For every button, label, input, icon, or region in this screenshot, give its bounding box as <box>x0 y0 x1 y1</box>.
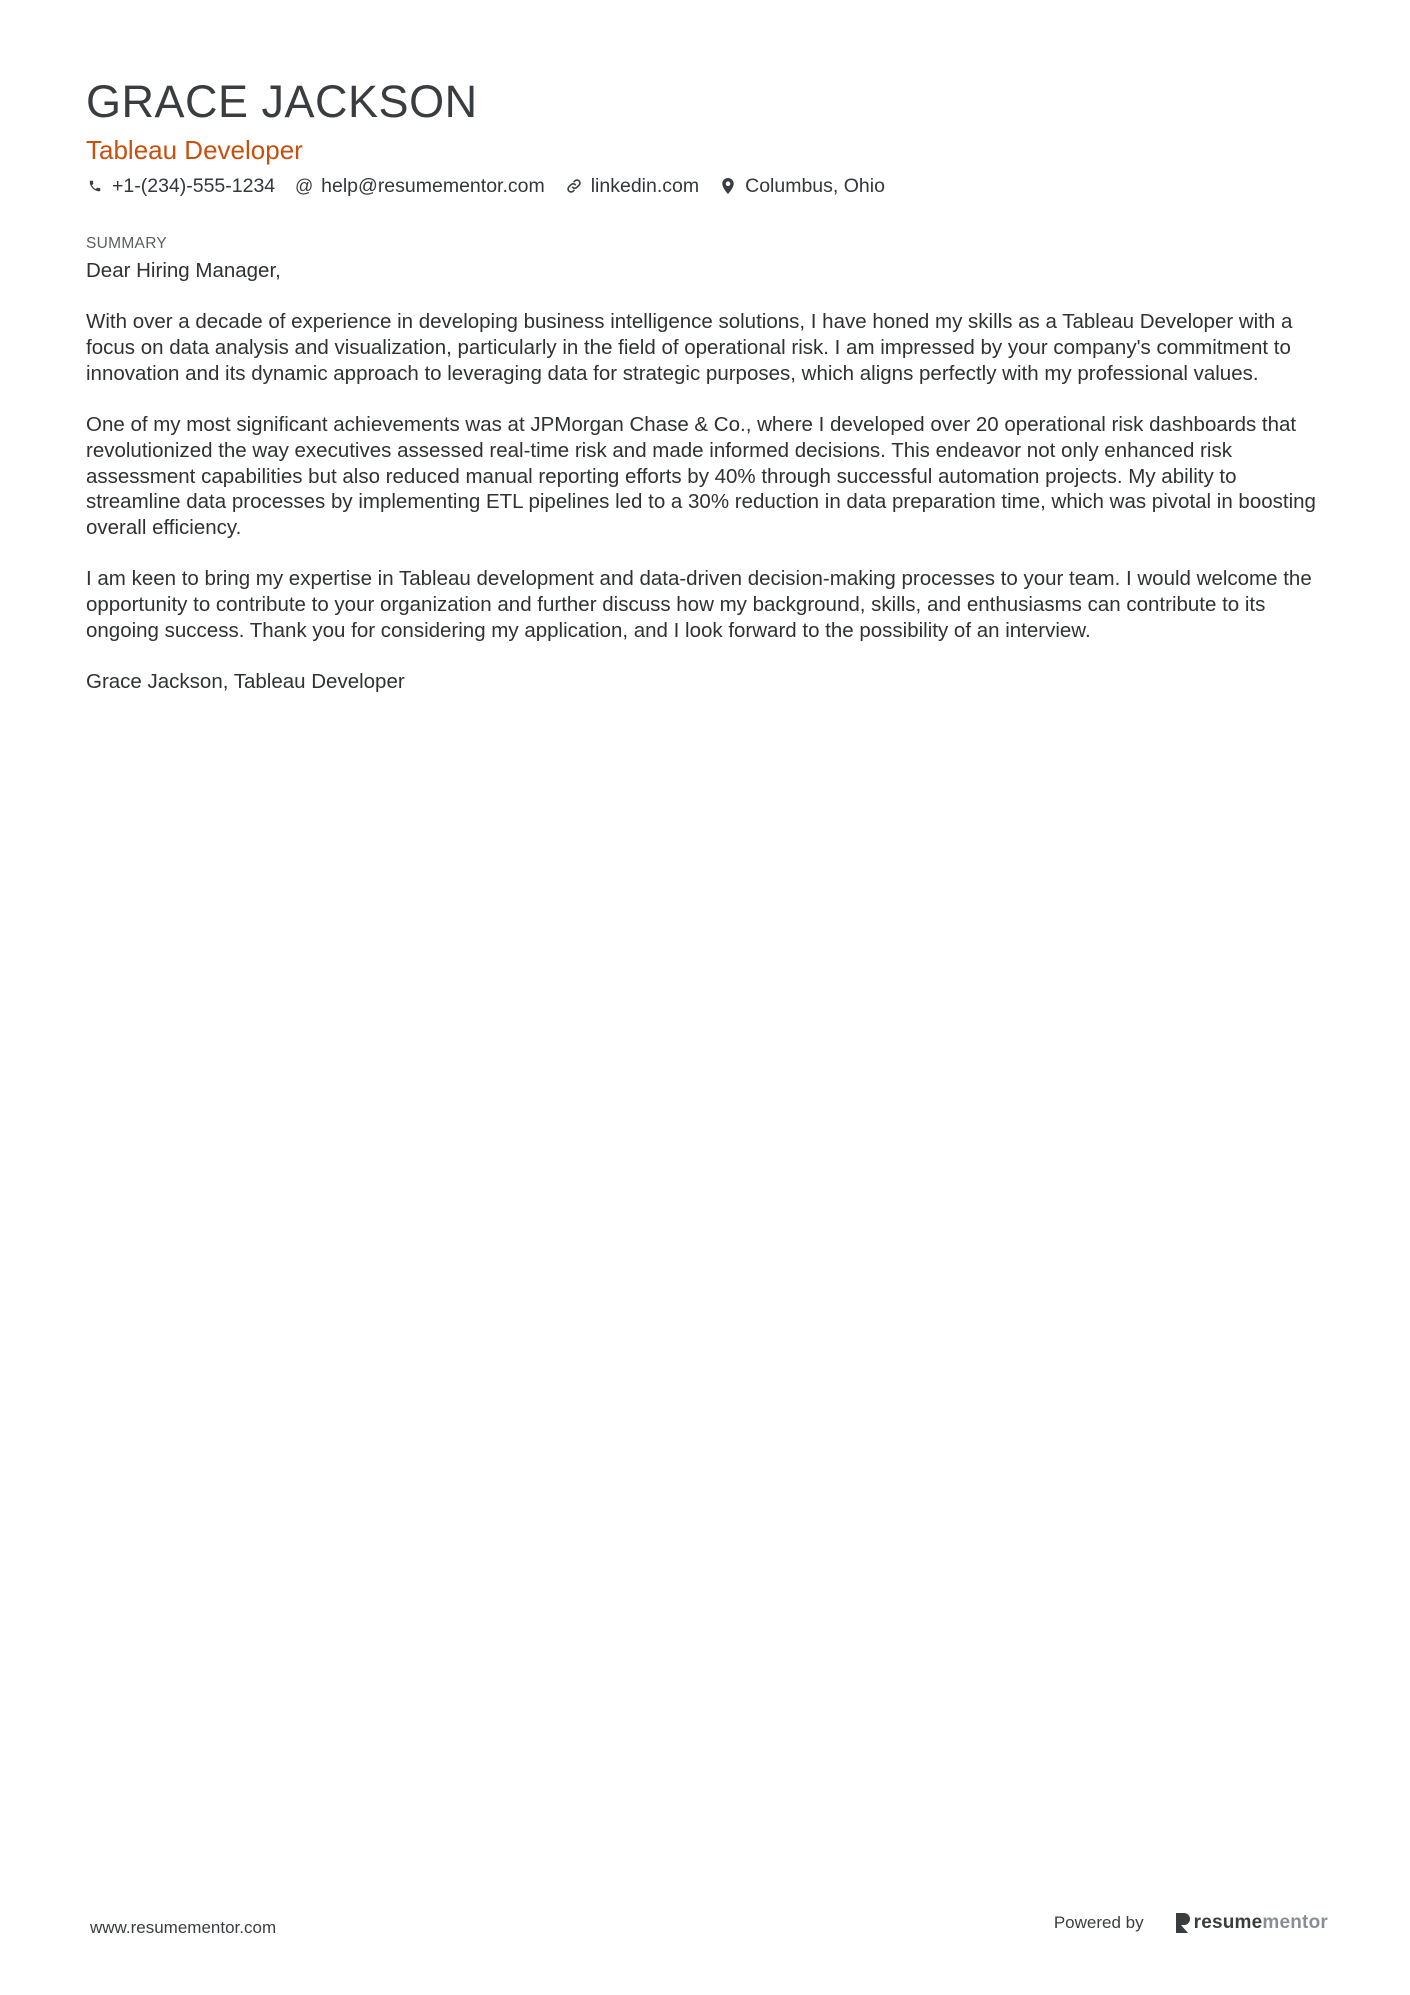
contact-email[interactable] <box>295 172 545 200</box>
email-text: help@resumementor.com <box>321 175 545 197</box>
location-pin-icon <box>719 177 737 195</box>
signoff: Grace Jackson, Tableau Developer <box>86 670 405 694</box>
footer-branding <box>1054 1912 1328 1934</box>
letter-paragraph: With over a decade of experience in developing business intelligence solutions, I have honed my skills as a Tableau Developer with a focus on data analysis and visualization, particularly in the field of operational risk. I am impressed by your company's commitment to innovation and its dynamic approach to leveraging data for strategic purposes, which aligns perfectly with my professional values. <box>86 310 1293 385</box>
link-icon <box>565 177 583 195</box>
brand-text-mentor: mentor <box>1262 1912 1328 1933</box>
at-icon: @ <box>295 176 314 196</box>
letter-paragraph: I am keen to bring my expertise in Tableau development and data-driven decision-making processes to your team. I would welcome the opportunity to contribute to your organization and further discuss how my background, skills, and enthusiasms can contribute to its ongoing success. Thank you for considering my application, and I look forward to the possibility of an interview. <box>86 567 1312 642</box>
phone-icon <box>86 177 104 195</box>
salutation: Dear Hiring Manager, <box>86 259 281 282</box>
summary-heading: SUMMARY <box>86 235 168 252</box>
powered-by-label: Powered by <box>1053 1913 1144 1932</box>
brand-text-resume: resume <box>1193 1912 1263 1933</box>
location-text: Columbus, Ohio <box>745 175 885 197</box>
resume-page <box>86 74 1326 721</box>
footer-website[interactable]: www.resumementor.com <box>90 1918 277 1937</box>
contact-row <box>86 172 1326 200</box>
candidate-name: GRACE JACKSON <box>86 76 478 127</box>
job-title: Tableau Developer <box>86 135 303 165</box>
contact-phone <box>86 172 275 200</box>
contact-linkedin[interactable] <box>565 172 699 200</box>
brand-logo[interactable] <box>1174 1912 1328 1934</box>
cover-letter-body <box>86 258 1326 695</box>
linkedin-text: linkedin.com <box>590 175 700 197</box>
contact-location <box>719 172 885 200</box>
phone-text: +1-(234)-555-1234 <box>112 175 276 197</box>
letter-paragraph: One of my most significant achievements was at JPMorgan Chase & Co., where I developed over 20 operational risk dashboards that revolutionized the way executives assessed real-time risk and made informed decisions. This endeavor not only enhanced risk assessment capabilities but also reduced manual reporting efforts by 40% through successful automation projects. My ability to streamline data processes by implementing ETL pipelines led to a 30% reduction in data preparation time, which was pivotal in boosting overall efficiency. <box>86 413 1316 539</box>
brand-mark-icon <box>1174 1913 1190 1933</box>
